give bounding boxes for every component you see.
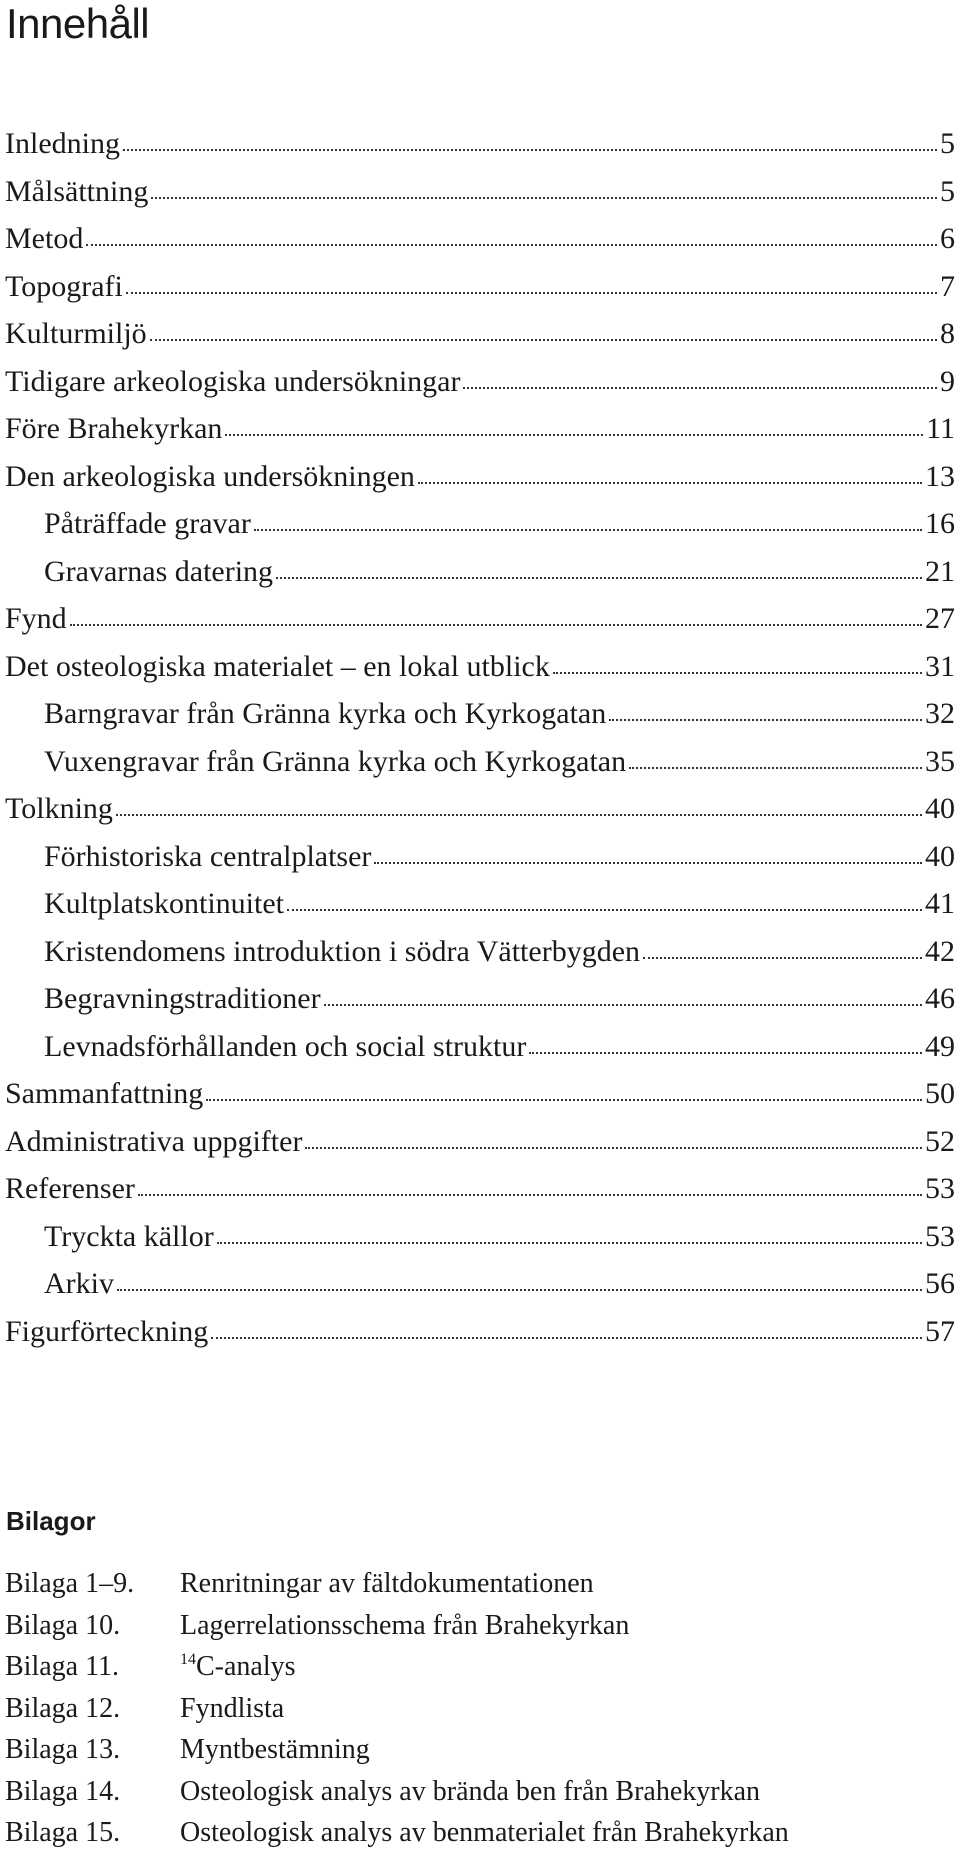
appendix-label: Bilaga 12.: [5, 1692, 121, 1724]
toc-entry-page-number: 53: [925, 1219, 955, 1253]
dot-leader: [217, 1240, 922, 1244]
table-of-contents: [5, 120, 955, 1355]
toc-entry-title: Referenser: [5, 1172, 135, 1205]
toc-entry-page-number: 11: [926, 412, 955, 445]
toc-entry-title: Kultplatskontinuitet: [44, 887, 284, 920]
toc-entry-page-number: 56: [925, 1267, 955, 1300]
toc-entry-title: Tryckta källor: [44, 1219, 214, 1253]
toc-entry[interactable]: [5, 785, 955, 833]
appendix-entry: [5, 1812, 955, 1854]
toc-entry[interactable]: [5, 215, 955, 263]
toc-entry-page-number: 5: [940, 127, 955, 160]
toc-entry[interactable]: [5, 310, 955, 358]
toc-entry-page-number: 27: [925, 602, 955, 635]
toc-entry-title: Levnadsförhållanden och social struktur: [44, 1029, 527, 1063]
toc-entry[interactable]: [5, 263, 955, 311]
toc-entry-page-number: 40: [925, 839, 955, 873]
dot-leader: [123, 147, 937, 151]
dot-leader: [206, 1097, 922, 1101]
toc-entry-page-number: 49: [925, 1029, 955, 1063]
appendix-description: [180, 1688, 284, 1730]
appendix-label: Bilaga 13.: [5, 1734, 121, 1765]
appendix-heading: Bilagor: [6, 1506, 96, 1536]
appendix-entry: [5, 1563, 955, 1605]
dot-leader: [254, 527, 922, 531]
toc-entry-title: Sammanfattning: [5, 1077, 204, 1110]
toc-entry[interactable]: [5, 358, 955, 406]
toc-entry[interactable]: [5, 453, 955, 501]
appendix-label: Bilaga 11.: [5, 1651, 120, 1682]
toc-entry[interactable]: [5, 643, 955, 691]
appendix-description-text: Lagerrelationsschema från Brahekyrkan: [180, 1609, 630, 1641]
toc-entry[interactable]: [5, 500, 955, 548]
toc-entry[interactable]: [5, 928, 955, 976]
dot-leader: [609, 717, 922, 721]
appendix-description-text: Fyndlista: [180, 1692, 285, 1724]
toc-entry-page-number: 9: [940, 364, 955, 398]
appendix-description: [180, 1812, 789, 1854]
appendix-entry: [5, 1605, 955, 1647]
toc-entry[interactable]: [5, 1260, 955, 1308]
toc-entry-title: Vuxengravar från Gränna kyrka och Kyrkogatan: [44, 744, 627, 778]
appendix-entry: [5, 1729, 955, 1771]
toc-entry-title: Påträffade gravar: [44, 507, 251, 540]
toc-entry-title: Kulturmiljö: [5, 317, 147, 350]
toc-entry[interactable]: [5, 1308, 955, 1356]
toc-entry-title: Figurförteckning: [5, 1314, 209, 1348]
toc-entry[interactable]: [5, 1023, 955, 1071]
dot-leader: [287, 907, 922, 911]
appendix-description-text: Osteologisk analys av benmaterialet från Brahekyrkan: [180, 1817, 789, 1848]
toc-entry-page-number: 53: [925, 1172, 955, 1205]
toc-entry-page-number: 21: [925, 554, 955, 588]
toc-entry-page-number: 35: [925, 744, 955, 778]
appendix-list: [5, 1563, 955, 1854]
toc-entry-title: Begravningstraditioner: [44, 982, 321, 1015]
toc-entry-page-number: 50: [925, 1077, 955, 1110]
appendix-entry: [5, 1688, 955, 1730]
toc-entry[interactable]: [5, 690, 955, 738]
toc-entry-page-number: 8: [940, 317, 955, 350]
dot-leader: [116, 812, 922, 816]
toc-entry[interactable]: [5, 120, 955, 168]
toc-entry[interactable]: [5, 168, 955, 216]
dot-leader: [629, 765, 922, 769]
appendix-description-text: Osteologisk analys av brända ben från Brahekyrkan: [180, 1775, 761, 1807]
toc-entry-page-number: 16: [925, 507, 955, 540]
toc-entry-page-number: 40: [925, 792, 955, 825]
toc-entry-title: Administrativa uppgifter: [5, 1124, 303, 1158]
appendix-entry: [5, 1646, 955, 1688]
toc-entry-title: Tolkning: [5, 792, 113, 825]
appendix-label: Bilaga 15.: [5, 1817, 121, 1848]
toc-entry[interactable]: [5, 738, 955, 786]
dot-leader: [553, 670, 922, 674]
appendix-label: Bilaga 10.: [5, 1609, 121, 1641]
dot-leader: [418, 480, 922, 484]
appendix-description: [180, 1605, 629, 1647]
appendix-superscript: 14: [180, 1651, 196, 1668]
dot-leader: [374, 860, 922, 864]
toc-entry[interactable]: [5, 1070, 955, 1118]
dot-leader: [151, 195, 937, 199]
dot-leader: [529, 1050, 922, 1054]
dot-leader: [305, 1145, 922, 1149]
appendix-description: [180, 1646, 296, 1688]
appendix-description-text: Myntbestämning: [180, 1734, 370, 1765]
toc-entry-page-number: 7: [940, 269, 955, 303]
toc-entry[interactable]: [5, 975, 955, 1023]
toc-entry[interactable]: [5, 1118, 955, 1166]
toc-entry-title: Kristendomens introduktion i södra Vätterbygden: [44, 934, 641, 968]
dot-leader: [463, 385, 937, 389]
appendix-label: Bilaga 14.: [5, 1775, 121, 1807]
toc-entry-page-number: 13: [925, 459, 955, 493]
toc-entry-title: Tidigare arkeologiska undersökningar: [5, 364, 461, 398]
appendix-description: [180, 1771, 760, 1813]
appendix-label: Bilaga 1–9.: [5, 1568, 135, 1599]
toc-entry[interactable]: [5, 595, 955, 643]
toc-entry-page-number: 41: [925, 887, 955, 920]
toc-entry-title: Det osteologiska materialet – en lokal utblick: [5, 649, 550, 683]
toc-entry-title: Den arkeologiska undersökningen: [5, 459, 415, 493]
appendix-description-text: C-analys: [196, 1651, 296, 1682]
toc-entry-title: Före Brahekyrkan: [5, 412, 223, 445]
toc-entry[interactable]: [5, 880, 955, 928]
dot-leader: [276, 575, 922, 579]
toc-entry-page-number: 46: [925, 982, 955, 1015]
toc-entry-title: Målsättning: [5, 174, 149, 208]
toc-entry-page-number: 42: [925, 934, 955, 968]
appendix-description: [180, 1729, 370, 1771]
dot-leader: [126, 290, 937, 294]
toc-entry-page-number: 52: [925, 1124, 955, 1158]
toc-entry-title: Fynd: [5, 602, 67, 635]
dot-leader: [211, 1335, 922, 1339]
dot-leader: [86, 242, 937, 246]
dot-leader: [70, 622, 922, 626]
dot-leader: [150, 337, 937, 341]
toc-entry-title: Inledning: [5, 127, 120, 160]
toc-entry-title: Metod: [5, 222, 84, 255]
toc-entry-page-number: 31: [925, 649, 955, 683]
toc-entry-page-number: 57: [925, 1314, 955, 1348]
toc-entry-title: Arkiv: [44, 1267, 114, 1300]
toc-entry-page-number: 6: [940, 222, 955, 255]
toc-entry[interactable]: [5, 833, 955, 881]
toc-entry[interactable]: [5, 1213, 955, 1261]
toc-entry-title: Barngravar från Gränna kyrka och Kyrkogatan: [44, 697, 607, 730]
dot-leader: [117, 1287, 922, 1291]
dot-leader: [643, 955, 922, 959]
toc-entry-page-number: 32: [925, 697, 955, 730]
toc-entry-title: Topografi: [5, 269, 123, 303]
page-title: Innehåll: [6, 0, 150, 47]
toc-entry[interactable]: [5, 548, 955, 596]
appendix-description-text: Renritningar av fältdokumentationen: [180, 1568, 594, 1599]
toc-entry-page-number: 5: [940, 174, 955, 208]
toc-entry-title: Gravarnas datering: [44, 554, 274, 588]
appendix-description: [180, 1563, 594, 1605]
toc-entry[interactable]: [5, 405, 955, 453]
toc-entry[interactable]: [5, 1165, 955, 1213]
dot-leader: [225, 432, 923, 436]
dot-leader: [324, 1002, 922, 1006]
toc-entry-title: Förhistoriska centralplatser: [44, 839, 372, 873]
appendix-entry: [5, 1771, 955, 1813]
dot-leader: [138, 1192, 922, 1196]
